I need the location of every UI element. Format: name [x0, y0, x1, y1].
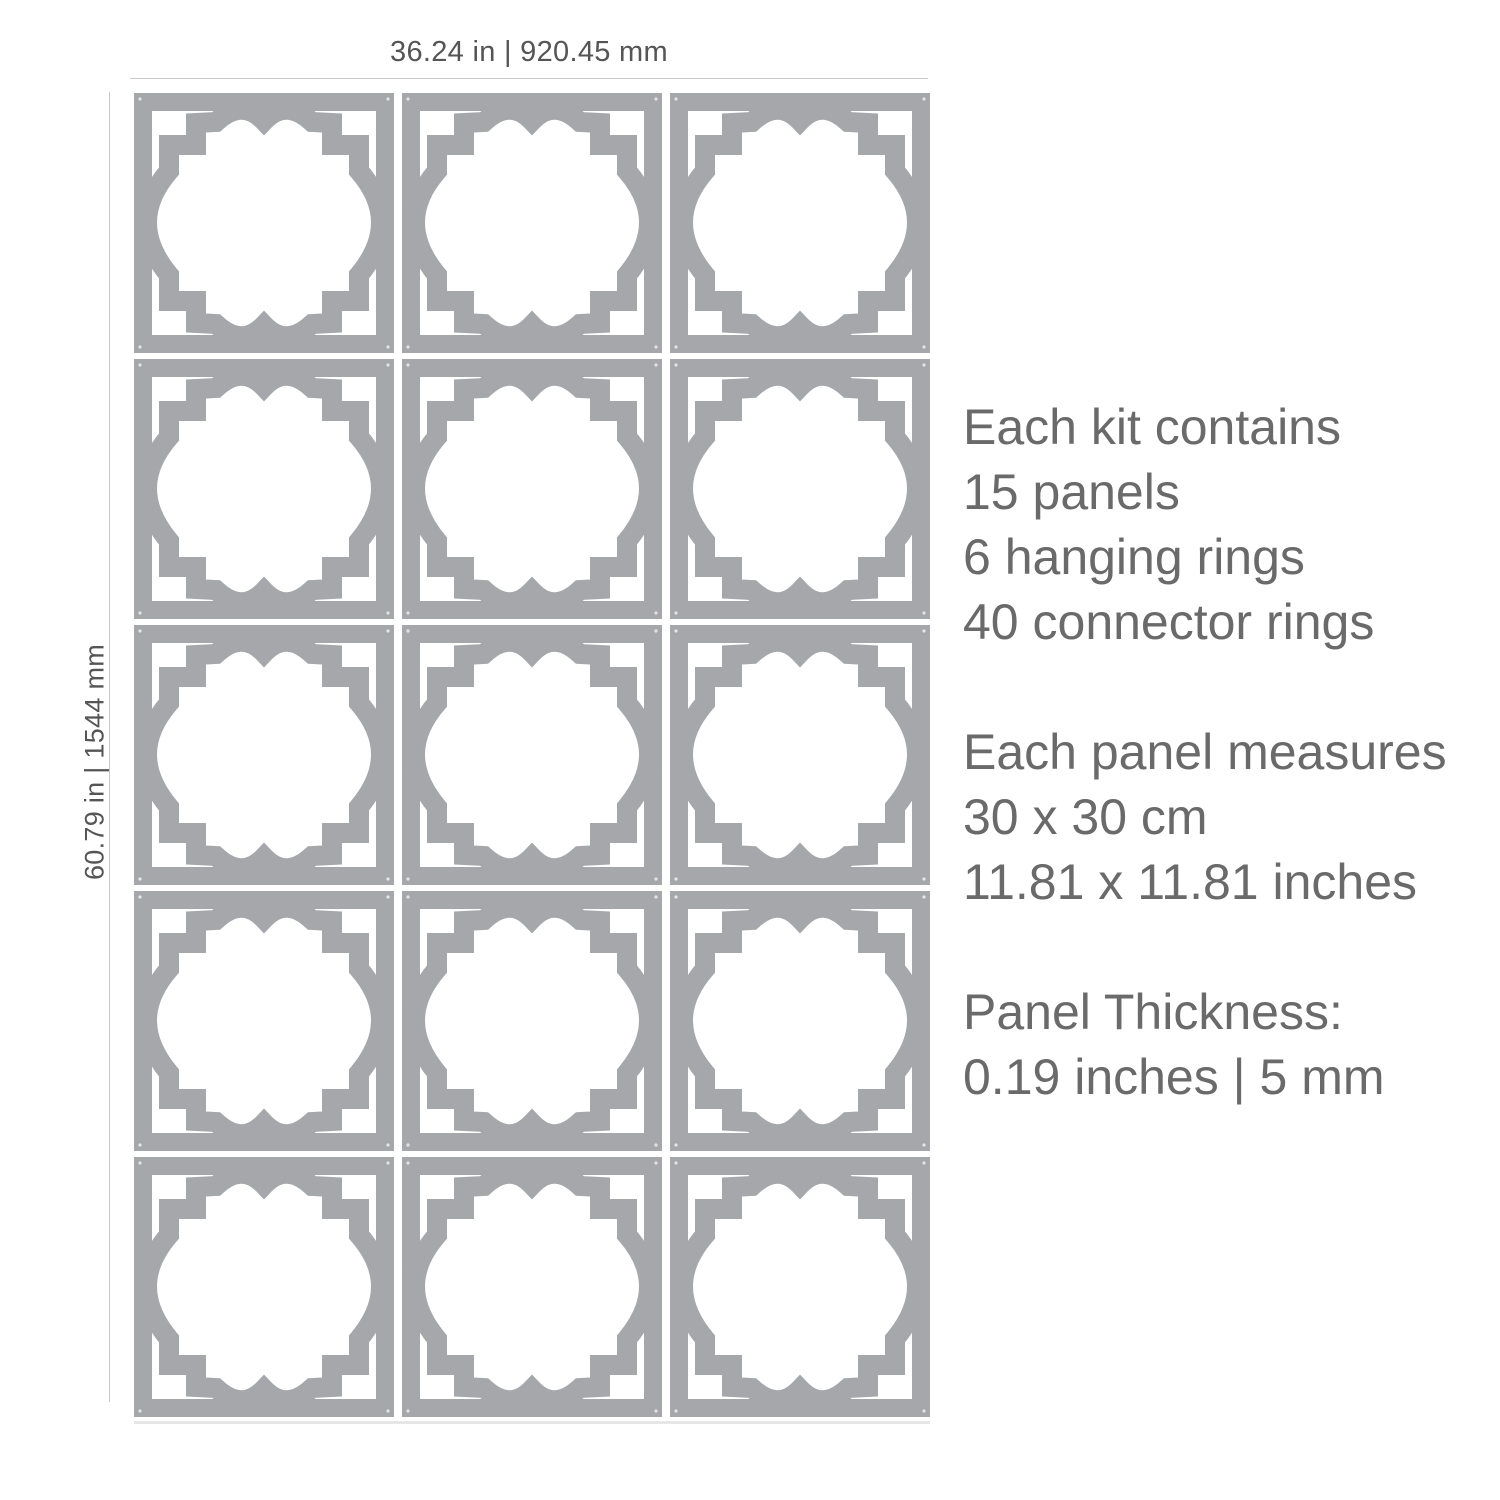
connector-hole: [406, 1161, 409, 1164]
connector-hole: [406, 345, 409, 348]
connector-hole: [922, 1143, 925, 1146]
connector-hole: [386, 611, 389, 614]
connector-hole: [138, 1161, 141, 1164]
connector-hole: [138, 1409, 141, 1412]
width-dimension-label: 36.24 in | 920.45 mm: [390, 36, 668, 68]
connector-hole: [386, 97, 389, 100]
connector-hole: [654, 1161, 657, 1164]
connector-hole: [654, 363, 657, 366]
connector-hole: [386, 363, 389, 366]
connector-hole: [386, 345, 389, 348]
specs-panel: [963, 395, 1493, 1175]
connector-hole: [386, 895, 389, 898]
panel-tile: [402, 1157, 662, 1417]
panel-tile: [402, 359, 662, 619]
connector-hole: [138, 629, 141, 632]
connector-hole: [138, 877, 141, 880]
connector-hole: [922, 1409, 925, 1412]
panel-tile: [134, 625, 394, 885]
connector-hole: [922, 629, 925, 632]
connector-hole: [386, 1409, 389, 1412]
hanging-rings-count: 6 hanging rings: [963, 529, 1305, 585]
panel-size-metric: 30 x 30 cm: [963, 789, 1208, 845]
connector-hole: [922, 877, 925, 880]
connector-hole: [674, 1161, 677, 1164]
connector-hole: [406, 1143, 409, 1146]
connector-hole: [654, 895, 657, 898]
connector-hole: [674, 629, 677, 632]
connector-hole: [654, 629, 657, 632]
connector-hole: [138, 895, 141, 898]
panel-tile: [402, 93, 662, 353]
connector-hole: [654, 1143, 657, 1146]
panel-size-imperial: 11.81 x 11.81 inches: [963, 854, 1418, 910]
connector-hole: [922, 611, 925, 614]
connector-hole: [654, 877, 657, 880]
connector-hole: [674, 1143, 677, 1146]
thickness-heading: Panel Thickness:: [963, 984, 1343, 1040]
connector-hole: [406, 895, 409, 898]
connector-hole: [654, 345, 657, 348]
connector-hole: [386, 629, 389, 632]
kit-contents-group: [963, 395, 1493, 655]
connector-hole: [406, 877, 409, 880]
connector-hole: [922, 345, 925, 348]
connector-hole: [406, 1409, 409, 1412]
connector-hole: [406, 611, 409, 614]
connector-hole: [138, 97, 141, 100]
thickness-value: 0.19 inches | 5 mm: [963, 1049, 1385, 1105]
connector-hole: [386, 877, 389, 880]
panel-count: 15 panels: [963, 464, 1180, 520]
panel-size-group: [963, 720, 1493, 915]
panel-tile: [670, 1157, 930, 1417]
panel-tile: [402, 891, 662, 1151]
connector-hole: [138, 611, 141, 614]
connector-hole: [674, 1409, 677, 1412]
connector-hole: [674, 877, 677, 880]
connector-hole: [406, 629, 409, 632]
panel-size-heading: Each panel measures: [963, 724, 1447, 780]
grid-base-line: [134, 1421, 930, 1424]
connector-hole: [922, 363, 925, 366]
connector-hole: [406, 97, 409, 100]
connector-hole: [138, 345, 141, 348]
connector-hole: [922, 97, 925, 100]
connector-hole: [674, 97, 677, 100]
thickness-group: [963, 980, 1493, 1110]
panel-tile: [134, 93, 394, 353]
panel-tile: [134, 359, 394, 619]
panel-tile: [402, 625, 662, 885]
connector-hole: [386, 1143, 389, 1146]
connector-hole: [654, 611, 657, 614]
connector-hole: [674, 611, 677, 614]
connector-hole: [674, 345, 677, 348]
connector-hole: [674, 895, 677, 898]
panel-tile: [670, 625, 930, 885]
connector-hole: [674, 363, 677, 366]
panel-tile: [670, 93, 930, 353]
connector-rings-count: 40 connector rings: [963, 594, 1375, 650]
connector-hole: [654, 97, 657, 100]
connector-hole: [138, 363, 141, 366]
connector-hole: [386, 1161, 389, 1164]
panel-tile: [670, 891, 930, 1151]
connector-hole: [138, 1143, 141, 1146]
height-dimension-label: 60.79 in | 1544 mm: [79, 643, 110, 881]
connector-hole: [922, 1161, 925, 1164]
connector-hole: [922, 895, 925, 898]
kit-contents-heading: Each kit contains: [963, 399, 1341, 455]
connector-hole: [654, 1409, 657, 1412]
panel-tile: [134, 891, 394, 1151]
connector-hole: [406, 363, 409, 366]
panel-tile: [134, 1157, 394, 1417]
panel-tile: [670, 359, 930, 619]
